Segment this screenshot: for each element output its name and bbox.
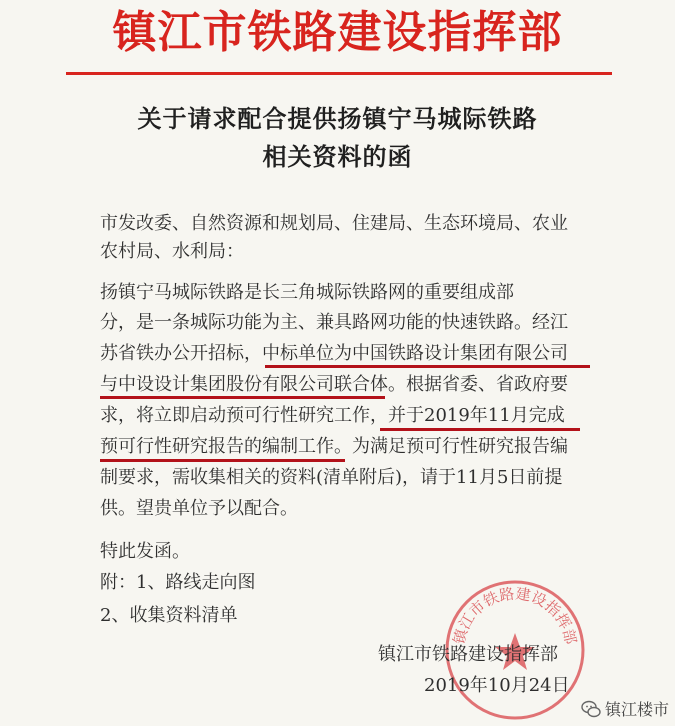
body-line-2: 农村局、水利局： (100, 241, 244, 262)
highlight-underline-3 (380, 428, 580, 431)
body-line-4: 分，是一条城际功能为主、兼具路网功能的快速铁路。经江 (100, 312, 568, 333)
wechat-icon (581, 699, 601, 719)
highlight-underline-1 (265, 365, 590, 368)
body-line-1: 市发改委、自然资源和规划局、住建局、生态环境局、农业 (100, 213, 568, 234)
document-title-line-2: 相关资料的函 (262, 142, 413, 171)
document-title-line-1: 关于请求配合提供扬镇宁马城际铁路 (137, 104, 538, 133)
watermark-label: 镇江楼市 (604, 700, 669, 719)
highlight-underline-2 (100, 396, 385, 399)
body-line-11: 特此发函。 (100, 541, 190, 562)
body-line-3: 扬镇宁马城际铁路是长三角城际铁路网的重要组成部 (100, 282, 514, 303)
body-line-5: 苏省铁办公开招标，中标单位为中国铁路设计集团有限公司 (100, 343, 568, 364)
signature-organization: 镇江市铁路建设指挥部 (378, 644, 558, 665)
letterhead-rule (66, 72, 612, 75)
source-watermark (581, 697, 669, 720)
body-line-12: 附：1、路线走向图 (100, 572, 256, 593)
body-line-6: 与中设设计集团股份有限公司联合体。根据省委、省政府要 (100, 374, 568, 395)
body-line-10: 供。望贵单位予以配合。 (100, 498, 298, 519)
highlight-underline-4 (100, 459, 345, 462)
body-line-13: 2、收集资料清单 (100, 605, 238, 626)
seal-text: 镇江市铁路建设指挥部 (450, 584, 580, 646)
body-line-7: 求，将立即启动预可行性研究工作，并于2019年11月完成 (100, 405, 565, 426)
body-line-8: 预可行性研究报告的编制工作。为满足预可行性研究报告编 (100, 436, 568, 457)
signature-date: 2019年10月24日 (424, 675, 570, 696)
letterhead-title: 镇江市铁路建设指挥部 (112, 7, 563, 58)
body-line-9: 制要求，需收集相关的资料(清单附后)，请于11月5日前提 (100, 467, 563, 488)
